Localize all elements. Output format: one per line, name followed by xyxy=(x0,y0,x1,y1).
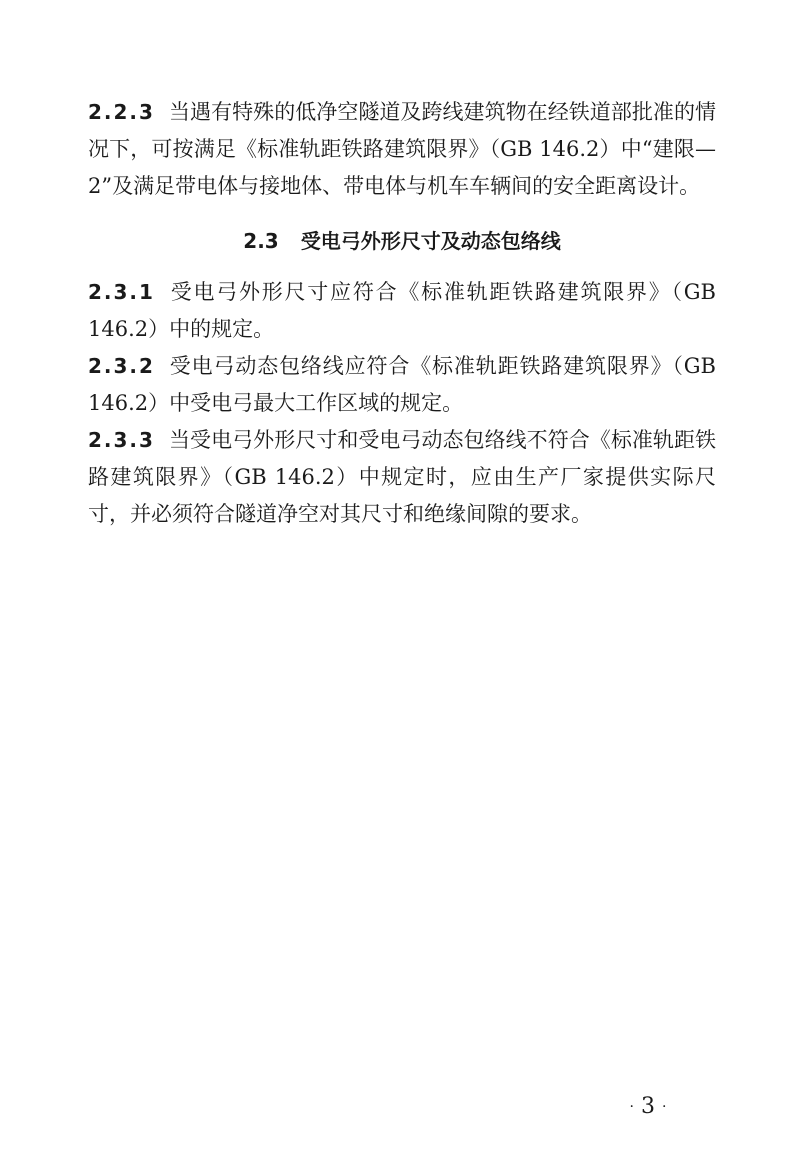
page-content xyxy=(88,94,716,533)
clause-2-3-3 xyxy=(88,422,716,533)
clause-2-2-3 xyxy=(88,94,716,205)
section-number: 2.3 xyxy=(243,229,279,253)
clause-2-3-2 xyxy=(88,348,716,422)
clause-number: 2.3.3 xyxy=(88,428,155,452)
page-number-dot-left: · xyxy=(629,1099,634,1115)
page-number-dot-right: · xyxy=(662,1099,667,1115)
clause-text: 当遇有特殊的低净空隧道及跨线建筑物在经铁道部批准的情况下，可按满足《标准轨距铁路建筑限界》（GB 146.2）中“建限—2”及满足带电体与接地体、带电体与机车车辆间的安全距离设计。 xyxy=(88,100,716,198)
clause-2-3-1 xyxy=(88,274,716,348)
clause-text: 当受电弓外形尺寸和受电弓动态包络线不符合《标准轨距铁路建筑限界》（GB 146.2）中规定时，应由生产厂家提供实际尺寸，并必须符合隧道净空对其尺寸和绝缘间隙的要求。 xyxy=(88,428,716,526)
clause-number: 2.3.2 xyxy=(88,354,155,378)
page-number xyxy=(618,1094,678,1119)
page-number-value: 3 xyxy=(641,1094,655,1119)
section-title: 受电弓外形尺寸及动态包络线 xyxy=(300,229,561,253)
clause-text: 受电弓外形尺寸应符合《标准轨距铁路建筑限界》（GB 146.2）中的规定。 xyxy=(88,280,716,341)
section-heading xyxy=(88,223,716,260)
clause-text: 受电弓动态包络线应符合《标准轨距铁路建筑限界》（GB 146.2）中受电弓最大工作区域的规定。 xyxy=(88,354,716,415)
clause-number: 2.2.3 xyxy=(88,100,155,124)
clause-number: 2.3.1 xyxy=(88,280,155,304)
